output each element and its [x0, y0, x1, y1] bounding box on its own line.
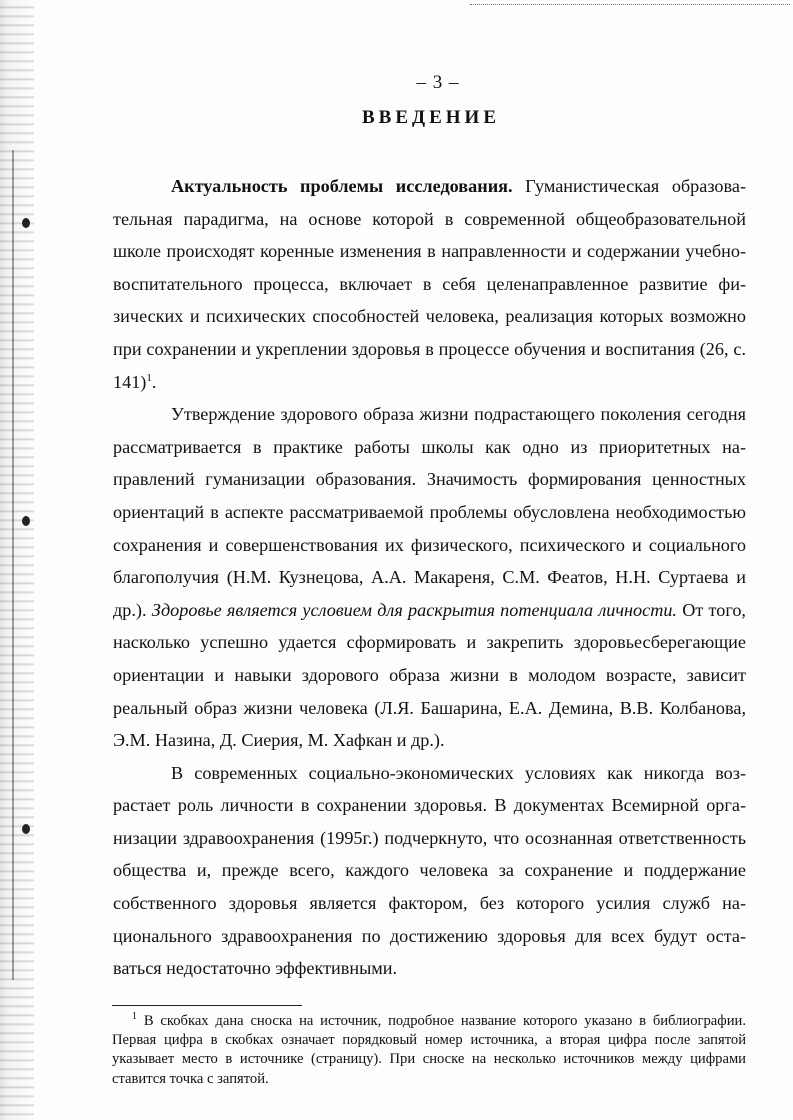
page-title: ВВЕДЕНИЕ	[362, 107, 500, 128]
paragraph-end: .	[151, 371, 157, 392]
scan-artifact-line	[12, 150, 14, 980]
footnote-divider	[112, 1005, 302, 1006]
paragraph-text: В современных социально-экономических условиях как никогда возрастает роль личности в сохранении здоровья. В документах Всемирной организации здравоохранения (1995г.) подчеркнуто, что осознанная ответственность общества и, прежде всего, каждого человека за сохранение и поддержание собственного здоровья является фактором, без которого усилия служб национального здравоохранения по достижению здоровья для всех будут оставаться недостаточно эффективными.	[113, 762, 746, 979]
paragraph-healthy-lifestyle	[113, 398, 746, 757]
scan-top-rule	[470, 4, 790, 5]
footnote-text: В скобках дана сноска на источник, подробное название которого указано в библиографии. Первая цифра в скобках означает порядковый номер источника, а вторая цифра после запятой указывает место в источнике (страницу). При сноске на несколько источников между цифрами ставится точка с запятой.	[112, 1013, 746, 1087]
punch-hole-mark	[22, 218, 30, 228]
punch-hole-mark	[22, 824, 30, 834]
footnote-reference: 1	[146, 371, 152, 384]
punch-hole-mark	[22, 516, 30, 526]
page-number: – 3 –	[416, 72, 460, 93]
footnote-number: 1	[132, 1011, 137, 1023]
paragraph-relevance	[113, 170, 746, 398]
paragraph-text: Утверждение здорового образа жизни подрастающего поколения сегодня рассматривается в практике работы школы как одно из приоритетных направлений гуманизации образования. Значимость формирования ценностных ориентаций в аспекте рассматриваемой проблемы обусловлена необходимостью сохранения и совершенствования их физического, психического и социального благополучия (Н.М. Кузнецова, А.А. Макареня, С.М. Феатов, Н.Н. Суртаева и др.).	[113, 404, 746, 620]
scan-binding-edge	[0, 0, 34, 1120]
footnote	[112, 1012, 746, 1089]
paragraph-social-conditions	[113, 757, 746, 985]
paragraph-text: От того, насколько успешно удается сформировать и закрепить здоровьесберегающие ориентации и навыки здорового образа жизни в молодом возрасте, зависит реальный образ жизни человека (Л.Я. Башарина, Е.А. Демина, В.В. Колбанова, Э.М. Назина, Д. Сиерия, М. Хафкан и др.).	[113, 599, 746, 751]
body-text	[113, 170, 746, 985]
paragraph-italic: Здоровье является условием для раскрытия потенциала личности.	[151, 599, 677, 620]
paragraph-text: Гуманистическая образовательная парадигма, на основе которой в современной общеобразовательной школе происходят коренные изменения в направленности и содержании учебно-воспитательного процесса, включает в себя целенаправленное развитие физических и психических способностей человека, реализация которых возможно при сохранении и укреплении здоровья в процессе обучения и воспитания (26, с. 141)	[113, 176, 747, 392]
paragraph-lead: Актуальность проблемы исследования.	[171, 176, 513, 196]
